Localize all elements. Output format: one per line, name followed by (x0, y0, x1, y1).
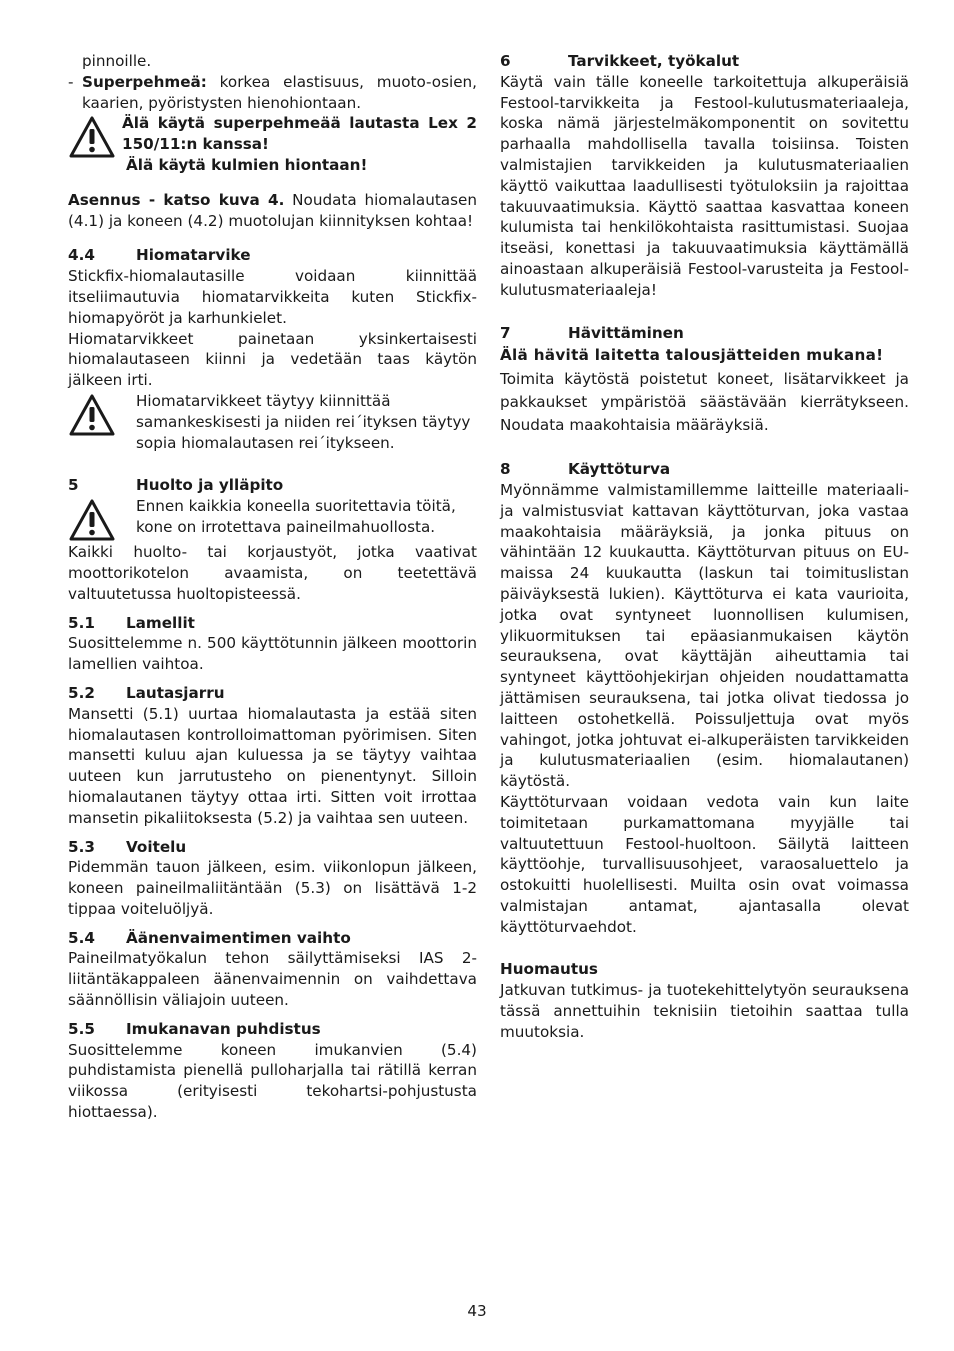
section-title: Käyttöturva (568, 460, 671, 479)
section-5-1-paragraph: Suosittelemme n. 500 käyttötunnin jälkeen moottorin lamellien vaihtoa. (68, 634, 477, 674)
warning-hiomatarvike (68, 391, 477, 453)
section-number: 7 (500, 323, 511, 342)
section-title: Imukanavan puhdistus (126, 1019, 321, 1038)
section-5-1-heading (68, 613, 477, 634)
warning-huolto (68, 496, 477, 542)
note-heading (500, 959, 909, 980)
section-7-paragraph: Toimita käytöstä poistetut koneet, lisätarvikkeet ja pakkaukset ympäristöä säästävään kierrätykseen. Noudata maakohtaisia määräyksiä. (500, 370, 909, 435)
section-4-4-paragraph-1: Stickfix-hiomalautasille voidaan kiinnittää itseliimautuvia hiomatarvikkeita kuten Stickfix-hiomapyöröt ja karhunkielet. (68, 267, 477, 327)
section-4-4-heading (68, 245, 477, 266)
section-title: Lautasjarru (126, 683, 225, 702)
note-paragraph: Jatkuvan tutkimus- ja tuotekehittelytyön seurauksena tässä annettuihin teknisiin tietoihin saattaa tulla muutoksia. (500, 981, 909, 1041)
page-number: 43 (467, 1302, 487, 1320)
section-number: 5.1 (68, 613, 95, 632)
section-title: Voitelu (126, 837, 187, 856)
section-5-2-paragraph: Mansetti (5.1) uurtaa hiomalautasta ja estää siten hiomalautasen kontrolloimattoman pyörimisen. Siten mansetti kuluu ajan kuluessa ja se täytyy vaihtaa uuteen kun jarrutusteho on pienentynyt. Silloin hiomalautanen täytyy ottaa irti. Sitten voit irrottaa mansetin pikaliitoksesta (5.2) ja vaihtaa sen uuteen. (68, 704, 477, 827)
section-number: 5.4 (68, 928, 95, 947)
section-7-warning: Älä hävitä laitetta talousjätteiden mukana! (500, 346, 884, 365)
warning-superpehmea-line1: Älä käytä superpehmeää lautasta Lex 2 150/11:n kanssa! (122, 114, 477, 154)
section-number: 5.2 (68, 683, 95, 702)
warning-hiomatarvike-text: Hiomatarvikkeet täytyy kiinnittää samankeskisesti ja niiden rei´ityksen täytyy sopia hiomalautasen rei´itykseen. (136, 391, 471, 452)
section-number: 5.5 (68, 1019, 95, 1038)
section-5-4-heading (68, 928, 477, 949)
warning-huolto-text: Ennen kaikkia koneella suoritettavia töitä, kone on irrotettava paineilmahuollosta. (136, 497, 456, 536)
section-number: 4.4 (68, 246, 95, 265)
section-title: Hävittäminen (568, 323, 684, 342)
right-column (500, 51, 909, 1043)
section-title: Äänenvaimentimen vaihto (126, 928, 351, 947)
bullet-superpehmea-label: Superpehmeä: (82, 72, 207, 91)
section-5-5-paragraph: Suosittelemme koneen imukanvien (5.4) puhdistamista pienellä pulloharjalla tai rätillä kerran viikossa (erityisesti tekohartsi-pohjustusta hiottaessa). (68, 1040, 477, 1122)
warning-triangle-icon (68, 498, 116, 542)
bullet-superpehmea (68, 72, 477, 114)
warning-superpehmea (68, 113, 477, 175)
section-5-4-paragraph: Paineilmatyökalun tehon säilyttämiseksi IAS 2-liitäntäkappaleen äänenvaimennin on vaihdettava säännöllisin väliajoin uuteen. (68, 949, 477, 1010)
section-5-heading (68, 475, 477, 496)
bullet-dash: - (68, 72, 74, 91)
section-8-heading (500, 459, 909, 480)
section-5-3-heading (68, 837, 477, 858)
section-5-paragraph: Kaikki huolto- tai korjaustyöt, jotka vaativat moottorikotelon avaamista, on teetettävä valtuutetussa huoltopisteessä. (68, 543, 477, 603)
warning-triangle-icon (68, 393, 116, 437)
section-title: Tarvikkeet, työkalut (568, 52, 740, 70)
asennus-text: Noudata hiomalautasen (4.1) ja koneen (4.2) muotolujan kiinnityksen kohtaa! (68, 190, 477, 230)
asennus-label: Asennus - katso kuva 4. (68, 190, 285, 209)
section-title: Huolto ja ylläpito (136, 476, 284, 495)
section-6-paragraph: Käytä vain tälle koneelle tarkoitettuja alkuperäisiä Festool-tarvikkeita ja Festool-kulutusmateriaaleja, koska nämä järjestelmäkomponentit on sovitettu parhaalla mahdollisella tavalla toisiinsa. Toisten valmistajien tarvikkeiden ja kulutusmateriaalien käyttö vaikuttaa laadullisesti työtuloksiin ja rajoittaa takuuvaatimuksia. Käyttö saattaa kasvattaa koneen kulumista tai henkilökohtaista rasittumistasi. Suojaa itseäsi, konettasi ja takuuvaatimuksia käyttämällä ainoastaan alkuperäisiä Festool-varusteita ja Festool-kulutusmateriaaleja! (500, 72, 909, 299)
warning-superpehmea-line2: Älä käytä kulmien hiontaan! (126, 155, 368, 174)
section-8-paragraph-1: Myönnämme valmistamillemme laitteille materiaali- ja valmistusviat kattavan käyttöturvan, joka vastaa maakohtaisia määräyksiä, ja jonka pituus on vähintään 12 kuukautta. Käyttöturvan pituus on EU-maissa 24 kuukautta (laskun tai toimituslistan päiväyksestä lukien). Käyttöturva ei kata vaurioita, jotka ovat syntyneet luonnollisen kulumisen, ylikuormituksen tai epäasianmukaisen käytön seurauksena, ovat käyttäjän aiheuttamia tai syntyneet käyttöohjekirjan ohjeiden noudattamatta jättämisen seurauksena, tai jotka olivat tiedossa jo laitteen ostohetkellä. Poissuljettuja ovat myös vahingot, jotka johtuvat ei-alkuperäisten tarvikkeiden ja kulutusmateriaalien (esim. hiomalautanen) käytöstä. (500, 480, 909, 791)
section-6-heading (500, 51, 909, 72)
section-5-2-heading (68, 683, 477, 704)
section-title: Lamellit (126, 613, 195, 632)
section-8-paragraph-2: Käyttöturvaan voidaan vedota vain kun laite toimitetaan purkamattomana myyjälle tai valtuutettuun Festool-huoltoon. Säilytä laitteen käyttöohje, turvallisuusohjeet, varaosaluettelo ja ostokuitti huolellisesti. Muilta osin ovat voimassa valmistajan antamat, ajantasalla olevat käyttöturvaehdot. (500, 792, 909, 936)
section-number: 8 (500, 460, 511, 479)
note-title: Huomautus (500, 960, 598, 979)
asennus-paragraph (68, 190, 477, 232)
section-7-heading (500, 323, 909, 344)
bullet-superpehmea-text: korkea elastisuus, muoto-osien, kaarien, pyöristysten hienohiontaan. (82, 72, 477, 112)
section-5-5-heading (68, 1019, 477, 1040)
section-title: Hiomatarvike (136, 246, 251, 265)
section-4-4-paragraph-2: Hiomatarvikkeet painetaan yksinkertaisesti hiomalautaseen kiinni ja vedetään taas käytön jälkeen irti. (68, 329, 477, 390)
intro-continuation: pinnoille. (82, 52, 152, 70)
section-number: 5.3 (68, 837, 95, 856)
left-column (68, 51, 477, 1123)
section-number: 6 (500, 52, 511, 70)
section-number: 5 (68, 476, 79, 495)
section-5-3-paragraph: Pidemmän tauon jälkeen, esim. viikonlopun jälkeen, koneen paineilmaliitäntään (5.3) on lisättävä 1-2 tippaa voiteluöljyä. (68, 858, 477, 918)
warning-triangle-icon (68, 115, 112, 159)
